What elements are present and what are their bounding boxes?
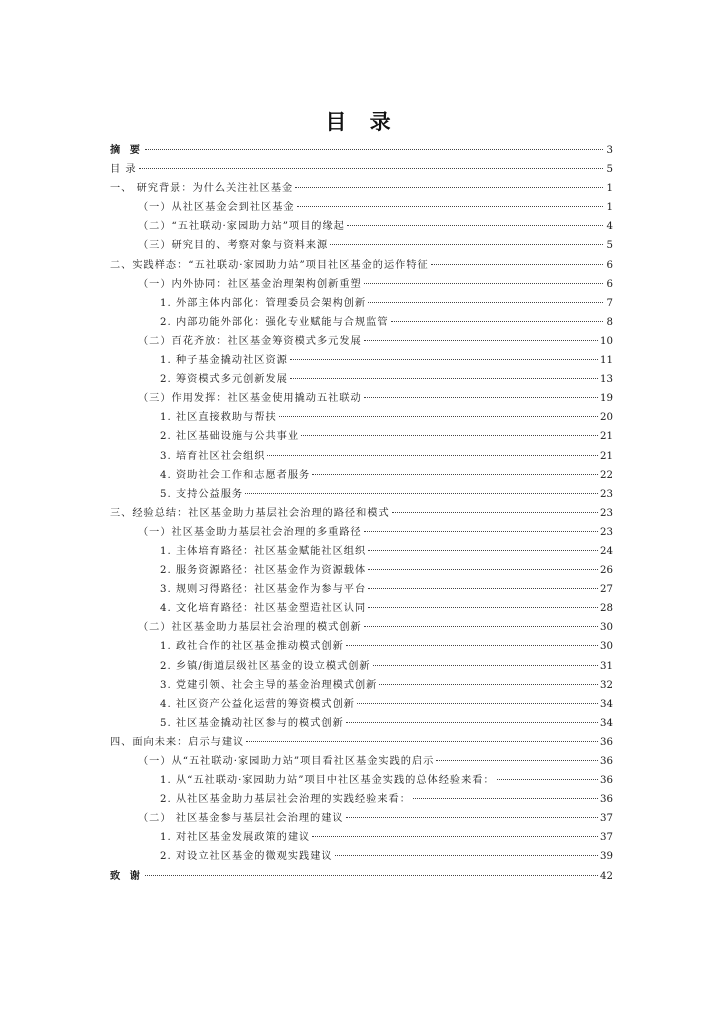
dot-leader — [364, 531, 598, 532]
toc-entry-text: 4. 社区资产公益化运营的筹资模式创新 — [160, 698, 355, 710]
toc-entry[interactable] — [110, 294, 613, 313]
toc-entry-text: 2. 从社区基金助力基层社会治理的实践经验来看： — [160, 794, 411, 806]
dot-leader — [290, 359, 598, 360]
toc-entry[interactable] — [110, 695, 613, 714]
dot-leader — [391, 321, 603, 322]
toc-page-number: 20 — [600, 412, 613, 424]
toc-entry-text: 二、实践样态：“五社联动·家园助力站”项目社区基金的运作特征 — [110, 259, 429, 271]
toc-page-number: 42 — [600, 870, 613, 882]
toc-page-number: 7 — [606, 297, 613, 309]
toc-entry[interactable] — [110, 580, 613, 599]
dot-leader — [497, 779, 598, 780]
toc-page-number: 19 — [600, 393, 613, 405]
dot-leader — [368, 607, 598, 608]
dot-leader — [431, 264, 603, 265]
toc-page-number: 5 — [606, 240, 613, 252]
dot-leader — [368, 550, 598, 551]
dot-leader — [364, 340, 598, 341]
toc-page-number: 34 — [600, 717, 613, 729]
dot-leader — [267, 455, 598, 456]
toc-entry[interactable] — [110, 141, 613, 160]
toc-entry[interactable] — [110, 198, 613, 217]
toc-entry-text: 1. 从“五社联动·家园助力站”项目中社区基金实践的总体经验来看： — [160, 775, 495, 787]
toc-entry[interactable] — [110, 733, 613, 752]
toc-entry[interactable] — [110, 809, 613, 828]
toc-entry-text: （三）研究目的、考察对象与资料来源 — [138, 240, 329, 252]
dot-leader — [335, 855, 598, 856]
dot-leader — [346, 817, 598, 818]
toc-entry-text: 2. 乡镇/街道层级社区基金的设立模式创新 — [160, 660, 371, 672]
toc-entry[interactable] — [110, 637, 613, 656]
toc-entry-text: 5. 支持公益服务 — [160, 488, 244, 500]
toc-entry[interactable] — [110, 771, 613, 790]
toc-page-number: 23 — [600, 507, 613, 519]
toc-entry-text: 3. 党建引领、社会主导的基金治理模式创新 — [160, 679, 378, 691]
toc-entry-text: 1. 种子基金撬动社区资源 — [160, 355, 288, 367]
toc-entry-text: 四、面向未来：启示与建议 — [110, 736, 245, 748]
toc-entry-text: 3. 培育社区社会组织 — [160, 450, 266, 462]
toc-entry-text: 三、经验总结：社区基金助力基层社会治理的路径和模式 — [110, 507, 390, 519]
toc-entry-text: 4. 文化培育路径：社区基金塑造社区认同 — [160, 603, 367, 615]
toc-entry[interactable] — [110, 504, 613, 523]
toc-page-number: 6 — [606, 278, 613, 290]
toc-entry[interactable] — [110, 236, 613, 255]
toc-entry[interactable] — [110, 179, 613, 198]
toc-entry-text: （三）作用发挥：社区基金使用撬动五社联动 — [138, 393, 362, 405]
toc-entry[interactable] — [110, 867, 613, 886]
toc-entry-text: 2. 社区基础设施与公共事业 — [160, 431, 300, 443]
toc-entry[interactable] — [110, 523, 613, 542]
toc-entry-text: （二）社区基金助力基层社会治理的模式创新 — [138, 622, 362, 634]
dot-leader — [297, 206, 603, 207]
toc-entry[interactable] — [110, 847, 613, 866]
toc-entry-text: 1. 对社区基金发展政策的建议 — [160, 832, 311, 844]
toc-entry-text: 致 谢 — [110, 870, 143, 882]
toc-entry-text: 1. 外部主体内部化：管理委员会架构创新 — [160, 297, 367, 309]
toc-page-number: 4 — [606, 221, 613, 233]
toc-entry[interactable] — [110, 351, 613, 370]
toc-entry[interactable] — [110, 332, 613, 351]
toc-entry[interactable] — [110, 447, 613, 466]
toc-entry[interactable] — [110, 618, 613, 637]
dot-leader — [368, 302, 603, 303]
toc-entry[interactable] — [110, 370, 613, 389]
toc-entry[interactable] — [110, 256, 613, 275]
toc-entry[interactable] — [110, 217, 613, 236]
toc-entry-text: （一）社区基金助力基层社会治理的多重路径 — [138, 526, 362, 538]
toc-page-number: 28 — [600, 603, 613, 615]
toc-entry[interactable] — [110, 752, 613, 771]
toc-page-number: 6 — [606, 259, 613, 271]
toc-entry-text: 5. 社区基金撬动社区参与的模式创新 — [160, 717, 344, 729]
toc-page-number: 36 — [600, 736, 613, 748]
toc-page-number: 1 — [606, 202, 613, 214]
toc-entry[interactable] — [110, 561, 613, 580]
toc-entry-text: 2. 筹资模式多元创新发展 — [160, 374, 288, 386]
toc-entry[interactable] — [110, 275, 613, 294]
toc-entry-text: （一）从“五社联动·家园助力站”项目看社区基金实践的启示 — [138, 756, 435, 767]
toc-page-number: 37 — [600, 832, 613, 844]
toc-entry-text: 一、 研究背景：为什么关注社区基金 — [110, 183, 294, 195]
toc-page-number: 23 — [600, 526, 613, 538]
table-of-contents — [110, 141, 613, 886]
dot-leader — [301, 435, 598, 436]
toc-entry-text: 4. 资助社会工作和志愿者服务 — [160, 469, 311, 481]
toc-page-number: 31 — [600, 660, 613, 672]
toc-entry-text: 1. 政社合作的社区基金推动模式创新 — [160, 641, 344, 653]
toc-page-number: 37 — [600, 813, 613, 825]
toc-entry-text: 2. 服务资源路径：社区基金作为资源载体 — [160, 565, 367, 577]
dot-leader — [357, 703, 598, 704]
dot-leader — [364, 283, 603, 284]
toc-page-number: 26 — [600, 565, 613, 577]
dot-leader — [139, 168, 603, 169]
toc-entry[interactable] — [110, 657, 613, 676]
toc-page-number: 23 — [600, 488, 613, 500]
toc-page-number: 13 — [600, 374, 613, 386]
dot-leader — [145, 875, 598, 876]
toc-entry[interactable] — [110, 160, 613, 179]
toc-page-number: 8 — [606, 316, 613, 328]
toc-page-number: 36 — [600, 794, 613, 806]
dot-leader — [330, 244, 603, 245]
toc-page-number: 10 — [600, 335, 613, 347]
toc-page-number: 32 — [600, 679, 613, 691]
dot-leader — [379, 684, 598, 685]
toc-entry-text: 目 录 — [110, 164, 137, 176]
toc-entry[interactable] — [110, 389, 613, 408]
toc-entry[interactable] — [110, 427, 613, 446]
dot-leader — [346, 722, 598, 723]
dot-leader — [368, 569, 598, 570]
toc-title: 目 录 — [325, 110, 399, 134]
toc-page-number: 3 — [606, 145, 613, 156]
dot-leader — [295, 187, 603, 188]
dot-leader — [413, 798, 598, 799]
toc-entry[interactable] — [110, 542, 613, 561]
toc-page-number: 36 — [600, 756, 613, 767]
toc-page-number: 21 — [600, 431, 613, 443]
dot-leader — [246, 741, 598, 742]
dot-leader — [312, 836, 598, 837]
toc-page-number: 21 — [600, 450, 613, 462]
toc-page-number: 1 — [606, 183, 613, 195]
dot-leader — [364, 397, 598, 398]
toc-entry[interactable] — [110, 313, 613, 332]
toc-entry-text: 摘 要 — [110, 145, 143, 156]
toc-entry-text: （一）从社区基金会到社区基金 — [138, 202, 295, 214]
toc-entry[interactable] — [110, 714, 613, 733]
dot-leader — [290, 378, 598, 379]
toc-page-number: 39 — [600, 851, 613, 863]
toc-entry-text: （一）内外协同：社区基金治理架构创新重塑 — [138, 278, 362, 290]
dot-leader — [373, 665, 598, 666]
toc-entry-text: 1. 主体培育路径：社区基金赋能社区组织 — [160, 545, 367, 557]
toc-entry[interactable] — [110, 828, 613, 847]
toc-entry-text: （二）百花齐放：社区基金筹资模式多元发展 — [138, 335, 362, 347]
toc-entry[interactable] — [110, 485, 613, 504]
toc-entry-text: （二） 社区基金参与基层社会治理的建议 — [138, 813, 344, 825]
toc-entry-text: （二）“五社联动·家园助力站”项目的缘起 — [138, 221, 345, 233]
toc-entry[interactable] — [110, 599, 613, 618]
toc-entry-text: 1. 社区直接救助与帮扶 — [160, 412, 277, 424]
toc-page-number: 5 — [606, 164, 613, 176]
dot-leader — [346, 645, 598, 646]
dot-leader — [368, 588, 598, 589]
dot-leader — [392, 512, 598, 513]
dot-leader — [245, 493, 598, 494]
toc-page-number: 22 — [600, 469, 613, 481]
toc-page-number: 11 — [600, 355, 613, 367]
toc-entry[interactable] — [110, 676, 613, 695]
toc-entry-text: 2. 内部功能外部化：强化专业赋能与合规监管 — [160, 316, 389, 328]
dot-leader — [436, 760, 598, 761]
toc-entry-text: 3. 规则习得路径：社区基金作为参与平台 — [160, 584, 367, 596]
toc-entry[interactable] — [110, 790, 613, 809]
toc-page-number: 30 — [600, 641, 613, 653]
toc-entry[interactable] — [110, 466, 613, 485]
toc-page-number: 27 — [600, 584, 613, 596]
dot-leader — [279, 416, 598, 417]
dot-leader — [312, 474, 598, 475]
dot-leader — [145, 149, 603, 150]
toc-page-number: 36 — [600, 775, 613, 787]
toc-page-number: 24 — [600, 545, 613, 557]
toc-page-number: 34 — [600, 698, 613, 710]
dot-leader — [347, 225, 603, 226]
toc-page-number: 30 — [600, 622, 613, 634]
toc-entry[interactable] — [110, 408, 613, 427]
dot-leader — [364, 626, 598, 627]
toc-entry-text: 2. 对设立社区基金的微观实践建议 — [160, 851, 333, 863]
